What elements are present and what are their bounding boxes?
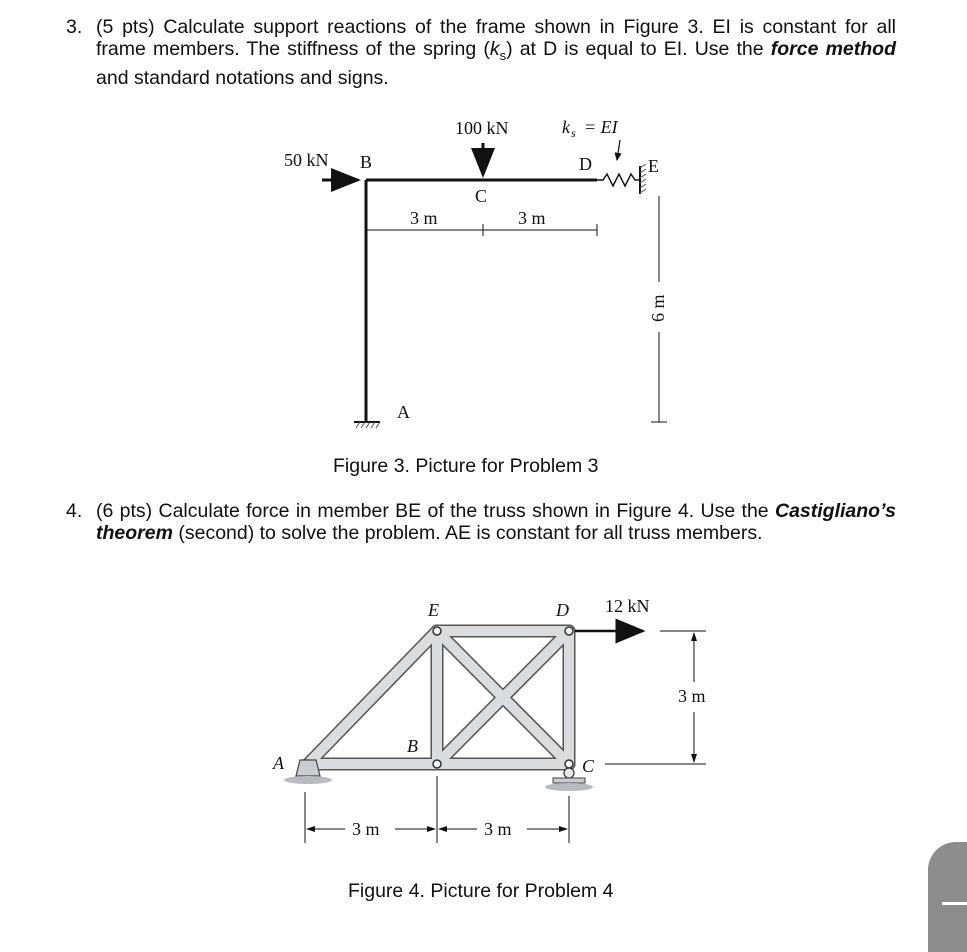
- spring-label-subscript: s: [571, 126, 576, 140]
- figure-4-caption: Figure 4. Picture for Problem 4: [348, 880, 614, 902]
- figure-4-truss-diagram: [265, 590, 725, 850]
- roller-support-c: [564, 768, 574, 778]
- node-label-a: A: [397, 402, 410, 422]
- problem-3-statement: [96, 16, 896, 89]
- spring-label-k: k: [562, 117, 570, 137]
- node-label-d: D: [579, 154, 592, 174]
- dim-label-height-6m: 6 m: [648, 294, 668, 322]
- joint-b: [433, 760, 441, 768]
- problem-4-text-a: (6 pts) Calculate force in member BE of the truss shown in Figure 4. Use the: [96, 500, 775, 522]
- dim-label-height-3m: 3 m: [678, 686, 706, 706]
- ground-a: [284, 776, 332, 784]
- problem-4-number: 4.: [66, 500, 83, 522]
- spring-pointer-arrow: [617, 140, 620, 160]
- node-label-d: D: [556, 600, 569, 620]
- node-label-b: B: [360, 152, 373, 172]
- node-label-c: C: [582, 756, 595, 776]
- problem-4-statement: [96, 500, 896, 544]
- node-label-a: A: [273, 753, 284, 773]
- problem-3-emphasis: force method: [770, 38, 896, 60]
- dim-label-left-3m: 3 m: [352, 819, 380, 839]
- joint-e: [433, 627, 441, 635]
- load-label-12kn: 12 kN: [605, 596, 650, 616]
- side-panel-tab-handle-icon: [942, 902, 967, 905]
- dim-label-left-3m: 3 m: [410, 208, 438, 228]
- truss-members-fill: [308, 631, 569, 764]
- node-label-b: B: [407, 736, 418, 756]
- figure-3-frame-diagram: [270, 110, 690, 440]
- figure-3-caption: Figure 3. Picture for Problem 3: [333, 455, 599, 477]
- node-label-e: E: [648, 156, 659, 176]
- spring-label-eq: = EI: [584, 117, 618, 137]
- joint-d: [565, 627, 573, 635]
- load-label-100kn: 100 kN: [455, 118, 509, 138]
- roller-base-c: [553, 778, 585, 783]
- dim-label-right-3m: 3 m: [518, 208, 546, 228]
- problem-3-text-a: (5 pts) Calculate support reactions of the frame shown in Figure 3. EI is constant for all frame members. The stiffness of the spring (: [96, 16, 896, 60]
- ground-c: [545, 783, 593, 791]
- problem-3: [66, 16, 896, 89]
- node-label-e: E: [428, 600, 439, 620]
- problem-4-text-b: (second) to solve the problem. AE is constant for all truss members.: [172, 522, 763, 544]
- load-label-50kn: 50 kN: [284, 150, 329, 170]
- problem-3-ks-symbol: k: [489, 38, 500, 60]
- problem-3-text-c: and standard notations and signs.: [96, 66, 389, 89]
- spring-d-e: [597, 174, 640, 186]
- dim-label-right-3m: 3 m: [484, 819, 512, 839]
- joint-c: [565, 760, 573, 768]
- side-panel-tab[interactable]: [928, 842, 967, 952]
- node-label-c: C: [475, 186, 488, 206]
- pin-support-a: [296, 760, 320, 776]
- problem-3-number: 3.: [66, 16, 83, 38]
- problem-4: [66, 500, 896, 544]
- problem-3-text-b: ) at D is equal to EI. Use the: [506, 38, 771, 60]
- problem-3-ks-subscript: s: [499, 47, 507, 63]
- problem-4-emphasis: Castigliano’s theorem: [96, 500, 896, 544]
